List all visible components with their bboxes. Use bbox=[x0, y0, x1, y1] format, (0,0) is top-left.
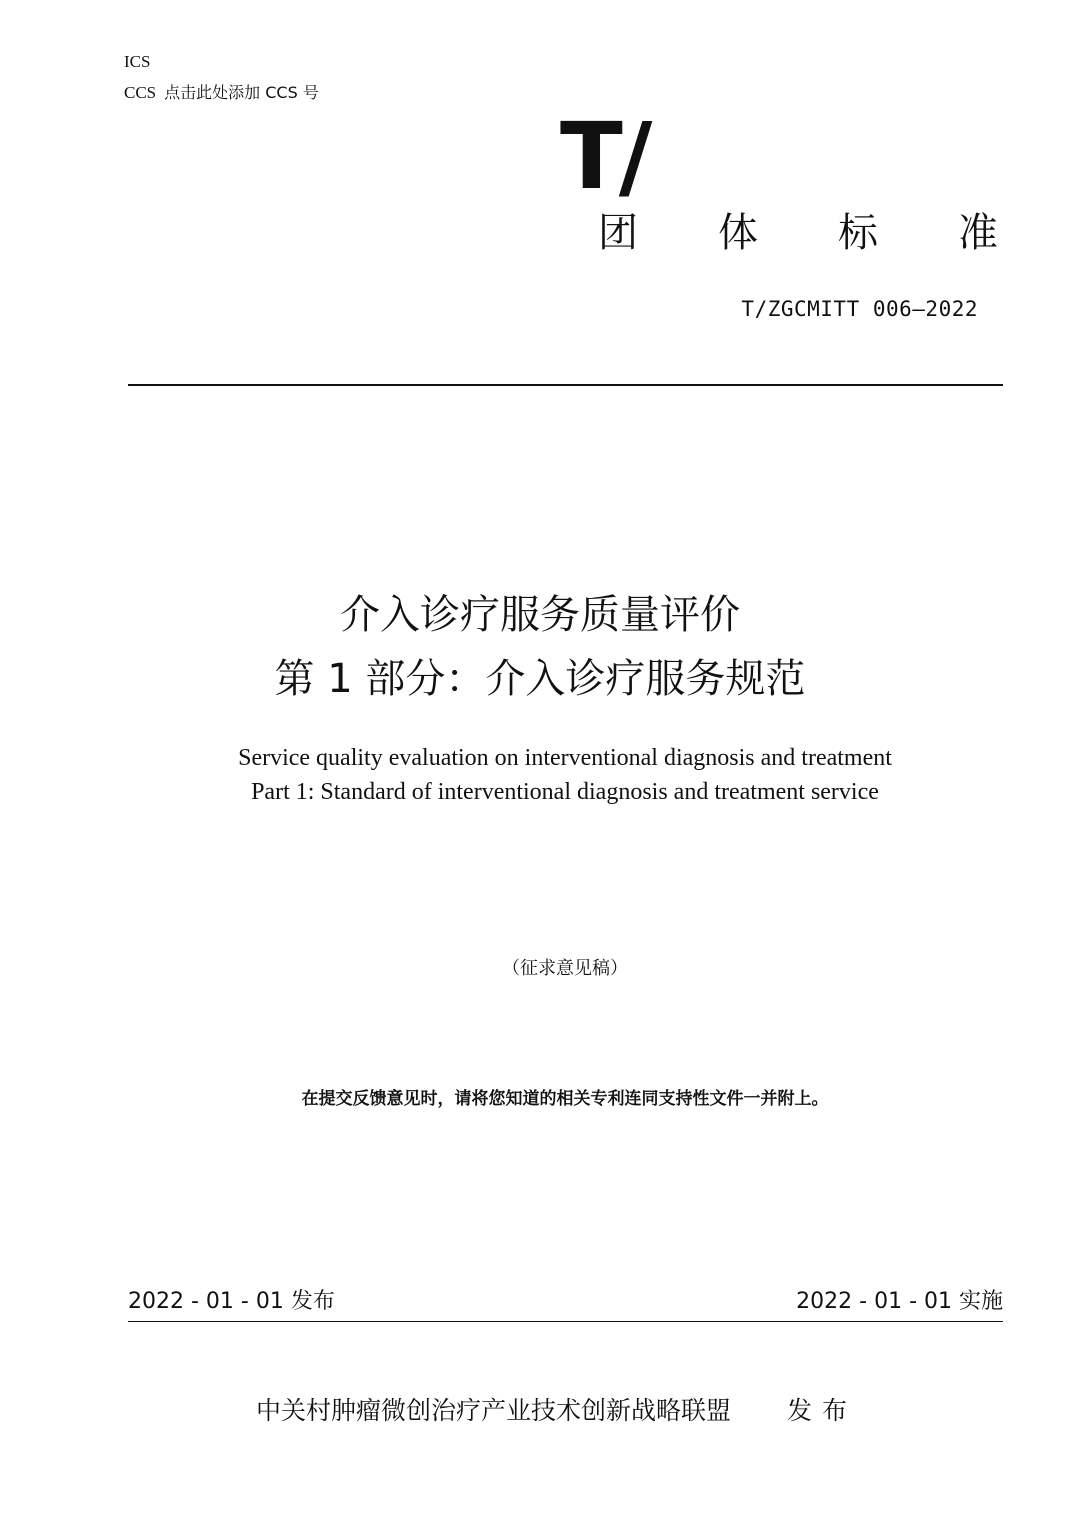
publish-date: 2022 - 01 - 01 发布 bbox=[128, 1289, 335, 1314]
standard-code: T/ZGCMITT 006—2022 bbox=[741, 297, 978, 321]
footer-divider bbox=[128, 1321, 1003, 1322]
patent-notice: 在提交反馈意见时，请将您知道的相关专利连同支持性文件一并附上。 bbox=[301, 1089, 829, 1109]
standard-type bbox=[598, 208, 998, 258]
implement-date: 2022 - 01 - 01 实施 bbox=[796, 1289, 1003, 1314]
ccs-hint[interactable]: 点击此处添加 CCS 号 bbox=[164, 83, 319, 102]
document-subtitle: 第 1 部分：介入诊疗服务规范 bbox=[274, 656, 806, 702]
ics-label: ICS bbox=[124, 52, 151, 71]
issuer-name: 中关村肿瘤微创治疗产业技术创新战略联盟 bbox=[256, 1396, 732, 1425]
issue-label: 发布 bbox=[787, 1396, 858, 1425]
standard-type-char: 团 bbox=[598, 210, 638, 256]
ccs-line bbox=[124, 82, 319, 104]
draft-label: （征求意见稿） bbox=[502, 958, 628, 979]
standard-type-char: 准 bbox=[958, 210, 998, 256]
standard-logo: T/ bbox=[560, 103, 649, 210]
document-title: 介入诊疗服务质量评价 bbox=[340, 592, 740, 638]
standard-type-char: 标 bbox=[838, 210, 878, 256]
english-subtitle: Part 1: Standard of interventional diagnosis and treatment service bbox=[251, 779, 879, 805]
standard-type-char: 体 bbox=[718, 210, 758, 256]
header-divider bbox=[128, 384, 1003, 386]
ccs-label: CCS bbox=[124, 83, 157, 102]
english-title: Service quality evaluation on interventional diagnosis and treatment bbox=[238, 745, 892, 771]
